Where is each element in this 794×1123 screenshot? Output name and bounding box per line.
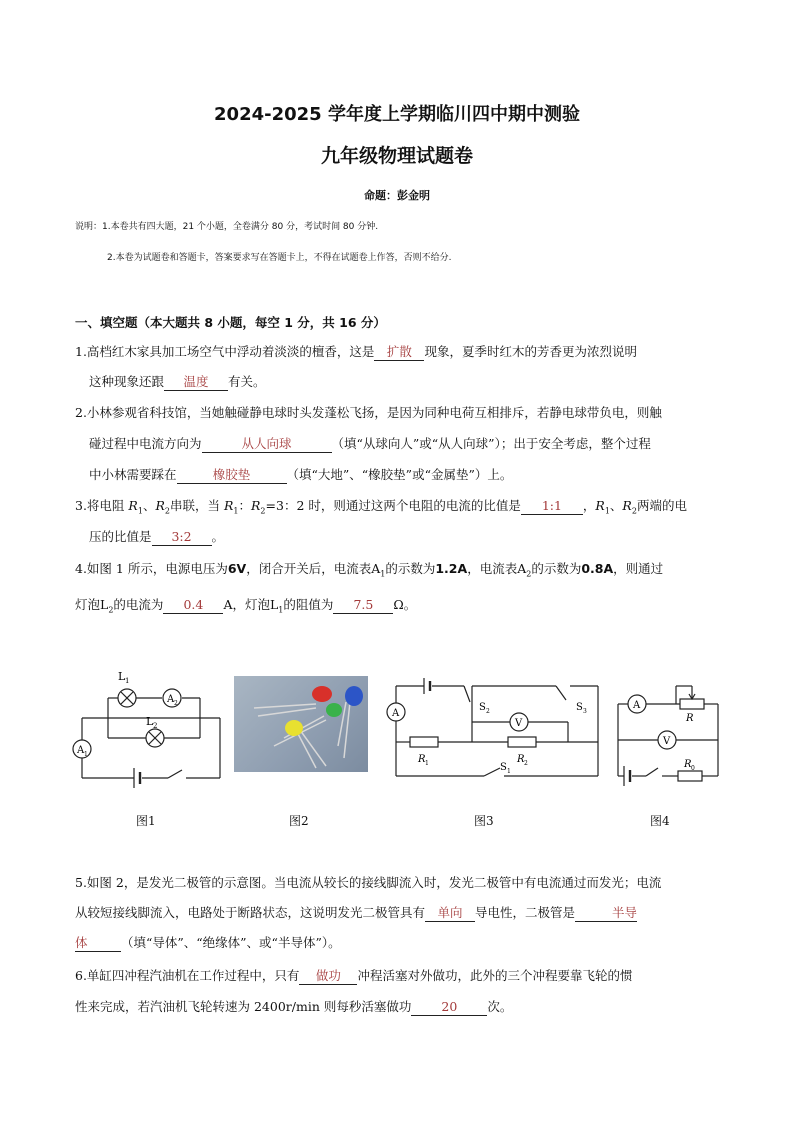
- question-6-line-2: 性来完成，若汽油机飞轮转速为 2400r/min 则每秒活塞做功 20 次。: [75, 999, 513, 1014]
- answer-blank: 橡胶垫: [177, 467, 287, 484]
- figure-3-caption: 图3: [474, 814, 494, 828]
- answer-blank: 半导: [575, 905, 637, 922]
- answer-blank: 体: [75, 935, 121, 952]
- exam-subtitle: 九年级物理试题卷: [320, 145, 473, 167]
- question-3-line-2: 压的比值是 3:2 。: [89, 529, 225, 544]
- figure-1-caption: 图1: [136, 814, 156, 828]
- exam-title: 2024-2025 学年度上学期临川四中期中测验: [214, 104, 580, 125]
- resistor-R2: R: [517, 754, 525, 765]
- question-4-line-1: 4.如图 1 所示，电源电压为6V，闭合开关后，电流表$A_1$的示数为1.2A，电流表$A_2$的示数为0.8A，则通过: [75, 561, 664, 579]
- question-1-line-1: 1.高档红木家具加工场空气中浮动着淡淡的檀香，这是 扩散 现象，夏季时红木的芳香更为浓烈说明: [75, 344, 637, 359]
- figure-4-circuit: [614, 676, 724, 788]
- answer-blank: 从人向球: [202, 436, 332, 453]
- switch-S1: S: [500, 762, 507, 773]
- question-1-line-2: 这种现象还跟 温度 有关。: [89, 374, 266, 389]
- figure-2-caption: 图2: [289, 814, 309, 828]
- answer-blank: 0.4: [163, 597, 223, 614]
- answer-blank: 温度: [164, 374, 228, 391]
- figure-1-circuit: [70, 664, 230, 788]
- rheostat-R: R: [686, 713, 694, 724]
- svg-text:1: 1: [425, 760, 429, 767]
- answer-blank: 1:1: [521, 498, 583, 515]
- svg-text:3: 3: [583, 708, 587, 715]
- svg-text:0: 0: [691, 765, 695, 772]
- label-L2: L: [146, 715, 154, 728]
- svg-text:2: 2: [174, 700, 178, 707]
- figure-4-caption: 图4: [650, 814, 670, 828]
- voltmeter-V: V: [515, 718, 523, 729]
- ammeter-A1: A: [77, 745, 85, 756]
- answer-blank: 20: [411, 999, 487, 1016]
- resistor-R0: R: [684, 759, 692, 770]
- question-5-line-1: 5.如图 2，是发光二极管的示意图。当电流从较长的接线脚流入时，发光二极管中有电流通过而发光；电流: [75, 875, 662, 890]
- svg-text:2: 2: [524, 760, 528, 767]
- answer-blank: 扩散: [374, 344, 424, 361]
- svg-text:1: 1: [125, 677, 130, 685]
- question-3-line-1: 3.将电阻 $R_1$、$R_2$串联，当 $R_1$：$R_2=3$：2 时，则通过这两个电阻的电流的比值是 1:1 ，$R_1$、$R_2$两端的电: [75, 498, 687, 516]
- question-5-line-3: 体 （填“导体”、“绝缘体”、或“半导体”）。: [75, 935, 341, 950]
- ammeter-A: A: [633, 700, 641, 711]
- question-6-line-1: 6.单缸四冲程汽油机在工作过程中，只有 做功 冲程活塞对外做功，此外的三个冲程要靠飞轮的惯: [75, 968, 633, 983]
- svg-text:1: 1: [507, 768, 511, 775]
- author-line: 命题：彭金明: [364, 189, 430, 202]
- switch-S3: S: [576, 702, 583, 713]
- answer-blank: 单向: [425, 905, 475, 922]
- svg-text:2: 2: [153, 722, 158, 730]
- answer-blank: 7.5: [333, 597, 393, 614]
- svg-text:1: 1: [84, 751, 88, 758]
- answer-blank: 做功: [299, 968, 357, 985]
- ammeter-A2: A: [167, 694, 175, 705]
- label-L1: L: [118, 670, 126, 683]
- question-4-line-2: 灯泡$L_2$的电流为 0.4 A，灯泡$L_1$的阻值为 7.5 Ω。: [75, 597, 417, 615]
- instruction-note-1: 说明：1.本卷共有四大题，21 个小题，全卷满分 80 分，考试时间 80 分钟.: [75, 222, 379, 232]
- resistor-R1: R: [418, 754, 426, 765]
- led-photo: [234, 676, 368, 772]
- section-heading: 一、填空题（本大题共 8 小题，每空 1 分，共 16 分）: [75, 315, 386, 330]
- voltmeter-V: V: [663, 736, 671, 747]
- question-2-line-1: 2.小林参观省科技馆，当她触碰静电球时头发蓬松飞扬，是因为同种电荷互相排斥，若静电球带负电，则触: [75, 405, 662, 420]
- question-2-line-3: 中小林需要踩在 橡胶垫 （填“大地”、“橡胶垫”或“金属垫”）上。: [89, 467, 513, 482]
- instruction-note-2: 2.本卷为试题卷和答题卡，答案要求写在答题卡上，不得在试题卷上作答，否则不给分.: [107, 253, 452, 263]
- answer-blank: 3:2: [152, 529, 212, 546]
- figure-3-circuit: [380, 676, 606, 782]
- svg-text:2: 2: [486, 708, 490, 715]
- switch-S2: S: [479, 702, 486, 713]
- question-2-line-2: 碰过程中电流方向为 从人向球 （填“从球向人”或“从人向球”）；出于安全考虑，整个过程: [89, 436, 651, 451]
- ammeter-A: A: [392, 708, 400, 719]
- question-5-line-2: 从较短接线脚流入，电路处于断路状态，这说明发光二极管具有 单向 导电性，二极管是 半导: [75, 905, 638, 920]
